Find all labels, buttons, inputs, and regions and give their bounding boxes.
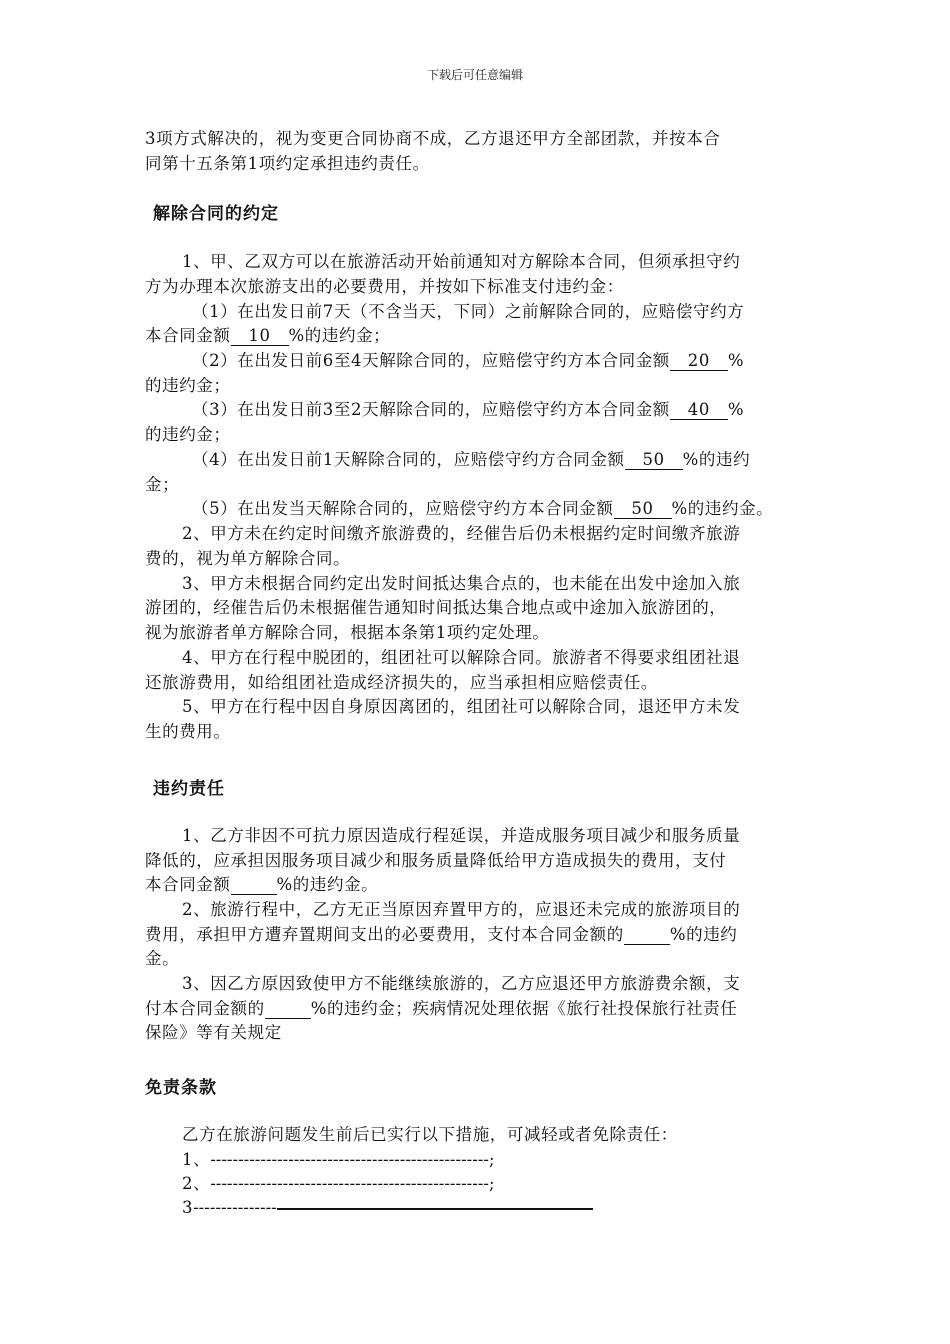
exemption-item-1	[182, 1148, 495, 1172]
termination-item2-line-1	[192, 349, 744, 373]
item5-post-text: %的违约金。	[671, 499, 774, 518]
liability-p1-blank	[231, 876, 277, 895]
liability-p1-post-text: %的违约金。	[276, 875, 379, 894]
exemption-item2-number: 2、	[182, 1174, 211, 1193]
termination-p1-line-2: 方为办理本次旅游支出的必要费用，并按如下标准支付违约金：	[145, 277, 624, 296]
item1-pre-text: 本合同金额	[145, 326, 231, 345]
section-heading-liability: 违约责任	[153, 779, 225, 799]
page-header: 下载后可任意编辑	[426, 68, 523, 82]
item5-pre-text: （5）在出发当天解除合同的，应赔偿守约方本合同金额	[192, 499, 614, 518]
liability-p2-line-2	[145, 923, 737, 947]
item2-post-text: %	[727, 351, 745, 370]
liability-p3-line-2	[145, 997, 737, 1021]
termination-item1-line-2	[145, 324, 390, 348]
item1-post-text: %的违约金；	[288, 326, 391, 345]
termination-item2-line-2: 的违约金；	[145, 376, 231, 395]
termination-item3-line-1	[192, 398, 744, 422]
exemption-item3-rule	[277, 1207, 593, 1210]
termination-item1-line-1: （1）在出发日前7天（不含当天，下同）之前解除合同的，应赔偿守约方	[192, 302, 745, 321]
intro-line-1: 3项方式解决的，视为变更合同协商不成，乙方退还甲方全部团款，并按本合	[145, 129, 721, 148]
exemption-item2-dashes: --------------------------------------------------;	[210, 1174, 495, 1193]
termination-p3-line-2: 游团的，经催告后仍未根据催告通知时间抵达集合地点或中途加入旅游团的，	[145, 598, 727, 617]
item2-pre-text: （2）在出发日前6至4天解除合同的，应赔偿守约方本合同金额	[192, 351, 670, 370]
liability-p3-line-1: 3、因乙方原因致使甲方不能继续旅游的，乙方应退还甲方旅游费余额，支	[182, 974, 741, 993]
termination-p5-line-2: 生的费用。	[145, 722, 231, 741]
item3-pre-text: （3）在出发日前3至2天解除合同的，应赔偿守约方本合同金额	[192, 400, 670, 419]
liability-p2-pre-text: 费用，承担甲方遭弃置期间支出的必要费用，支付本合同金额的	[145, 925, 624, 944]
item4-value-blank: 50	[625, 451, 683, 470]
termination-item4-line-2: 金；	[145, 475, 180, 494]
termination-p3-line-1: 3、甲方未根据合同约定出发时间抵达集合点的，也未能在出发中途加入旅	[182, 574, 741, 593]
exemption-item1-dashes: --------------------------------------------------;	[210, 1150, 495, 1169]
item3-post-text: %	[727, 400, 745, 419]
liability-p1-line-2: 降低的，应承担因服务项目减少和服务质量降低给甲方造成损失的费用，支付	[145, 851, 727, 870]
termination-p4-line-2: 还旅游费用，如给组团社造成经济损失的，应当承担相应赔偿责任。	[145, 673, 658, 692]
termination-p2-line-2: 费的，视为单方解除合同。	[145, 549, 351, 568]
item4-pre-text: （4）在出发日前1天解除合同的，应赔偿守约方合同金额	[192, 450, 625, 469]
section-heading-exemption: 免责条款	[145, 1078, 217, 1098]
termination-item3-line-2: 的违约金；	[145, 425, 231, 444]
exemption-item3-number: 3	[182, 1198, 194, 1217]
liability-p2-blank	[624, 926, 670, 945]
termination-item5-line	[192, 497, 773, 521]
exemption-item-2	[182, 1172, 495, 1196]
termination-p2-line-1: 2、甲方未在约定时间缴齐旅游费的，经催告后仍未根据约定时间缴齐旅游	[182, 524, 741, 543]
exemption-item3-dashes: ---------------	[193, 1198, 277, 1217]
termination-p1-line-1: 1、甲、乙双方可以在旅游活动开始前通知对方解除本合同，但须承担守约	[182, 252, 741, 271]
liability-p2-post-text: %的违约	[669, 925, 738, 944]
item2-value-blank: 20	[670, 352, 728, 371]
termination-item4-line-1	[192, 448, 750, 472]
termination-p5-line-1: 5、甲方在行程中因自身原因离团的，组团社可以解除合同，退还甲方未发	[182, 697, 741, 716]
item4-post-text: %的违约	[682, 450, 751, 469]
liability-p2-line-3: 金。	[145, 949, 180, 968]
liability-p3-post-text: %的违约金；疾病情况处理依据《旅行社投保旅行社责任	[310, 999, 738, 1018]
item5-value-blank: 50	[614, 500, 672, 519]
intro-line-2: 同第十五条第1项约定承担违约责任。	[145, 154, 430, 173]
termination-p4-line-1: 4、甲方在行程中脱团的，组团社可以解除合同。旅游者不得要求组团社退	[182, 648, 741, 667]
liability-p1-line-1: 1、乙方非因不可抗力原因造成行程延误，并造成服务项目减少和服务质量	[182, 826, 741, 845]
exemption-item1-number: 1、	[182, 1150, 211, 1169]
exemption-intro: 乙方在旅游问题发生前后已实行以下措施，可减轻或者免除责任：	[182, 1125, 678, 1144]
section-heading-termination: 解除合同的约定	[153, 204, 279, 224]
liability-p2-line-1: 2、旅游行程中，乙方无正当原因弃置甲方的，应退还未完成的旅游项目的	[182, 900, 741, 919]
item1-value-blank: 10	[231, 327, 289, 346]
liability-p3-line-3: 保险》等有关规定	[145, 1023, 282, 1042]
liability-p1-line-3	[145, 873, 378, 897]
liability-p3-pre-text: 付本合同金额的	[145, 999, 265, 1018]
termination-p3-line-3: 视为旅游者单方解除合同，根据本条第1项约定处理。	[145, 623, 550, 642]
item3-value-blank: 40	[670, 401, 728, 420]
liability-p1-pre-text: 本合同金额	[145, 875, 231, 894]
exemption-item-3	[182, 1196, 593, 1220]
liability-p3-blank	[265, 1000, 311, 1019]
